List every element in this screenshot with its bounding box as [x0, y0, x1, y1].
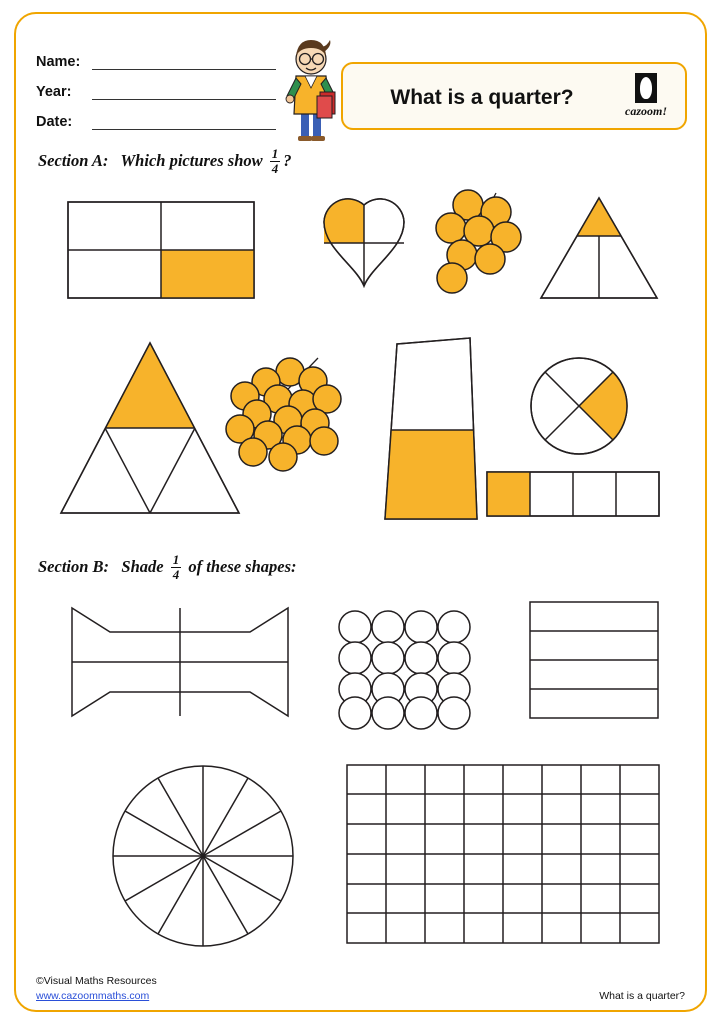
year-field-input[interactable] — [92, 82, 276, 100]
section-b-text-after: of these shapes: — [188, 556, 297, 576]
shape-hexagon-bowtie-4-parts — [72, 608, 288, 716]
section-b-text-before: Shade — [121, 556, 164, 576]
section-a-text-after: ? — [283, 150, 292, 170]
page-title: What is a quarter? — [390, 86, 574, 109]
section-b-fraction — [171, 553, 182, 581]
shape-circle-group-8 — [436, 190, 521, 293]
cazoom-logo — [617, 73, 675, 123]
shape-circle-group-16 — [226, 358, 341, 471]
shape-bar-4-parts — [487, 472, 659, 516]
shape-heart-4-parts — [324, 199, 404, 286]
field-row-name — [36, 40, 276, 70]
section-a-fraction-denominator: 4 — [271, 160, 279, 176]
section-a-text-before: Which pictures show — [120, 150, 263, 170]
student-info-fields — [36, 40, 276, 130]
footer-page-label: What is a quarter? — [599, 990, 685, 1002]
logo-mark-icon — [635, 73, 657, 103]
name-field-label: Name: — [36, 54, 81, 70]
section-b-heading — [38, 554, 297, 582]
field-row-year — [36, 70, 276, 100]
section-b-fraction-numerator: 1 — [172, 552, 180, 567]
teacher-mascot-icon — [280, 26, 342, 144]
logo-text: cazoom! — [625, 104, 667, 118]
section-a-prefix: Section A: — [38, 150, 109, 170]
worksheet-title-box — [341, 62, 687, 130]
shape-parallelogram-2-parts — [385, 338, 477, 519]
shape-circle-12-sectors — [113, 766, 293, 946]
date-field-label: Date: — [36, 114, 73, 130]
section-b-fraction-denominator: 4 — [172, 566, 180, 582]
section-a-heading — [38, 148, 292, 176]
shape-circle-4-parts — [531, 358, 627, 454]
name-field-input[interactable] — [92, 52, 276, 70]
worksheet-header — [0, 26, 721, 136]
footer-copyright: ©Visual Maths Resources — [36, 975, 157, 987]
section-a-fraction-numerator: 1 — [271, 146, 279, 161]
shape-rectangle-4-rows — [530, 602, 658, 718]
section-a-fraction — [270, 147, 281, 175]
field-row-date — [36, 100, 276, 130]
shape-large-triangle-4-parts — [61, 343, 239, 513]
shape-circle-grid-4x4 — [339, 611, 470, 729]
year-field-label: Year: — [36, 84, 72, 100]
date-field-input[interactable] — [92, 112, 276, 130]
shape-grid-8x6 — [347, 765, 659, 943]
shape-rectangle-4-parts — [68, 202, 254, 298]
section-b-prefix: Section B: — [38, 556, 110, 576]
shape-triangle-4-parts-top — [541, 198, 657, 298]
footer-website-link[interactable]: www.cazoommaths.com — [36, 990, 150, 1002]
